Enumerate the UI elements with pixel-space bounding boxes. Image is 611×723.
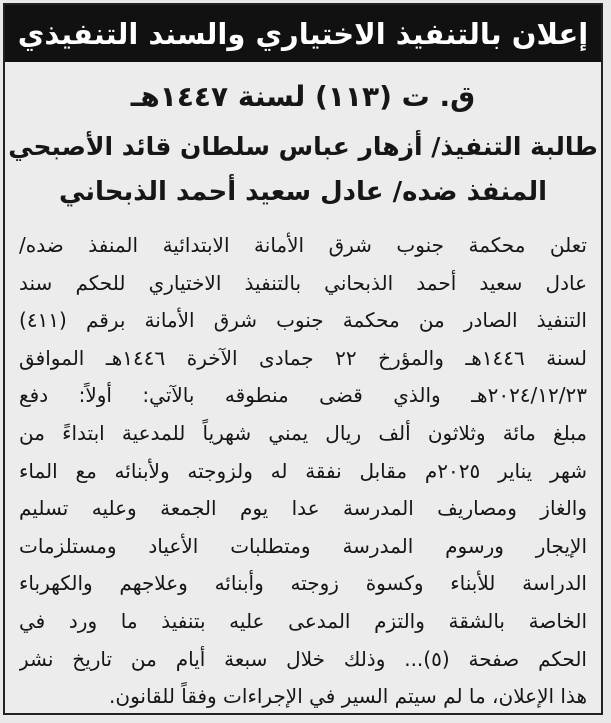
body-line: والغاز ومصاريف المدرسة عدا يوم الجمعة وعليه تسليم	[19, 496, 587, 521]
case-reference: ق. ت (١١٣) لسنة ١٤٤٧هـ	[130, 80, 476, 113]
body-line: الإيجار ورسوم المدرسة ومتطلبات الأعياد ومستلزمات	[19, 533, 587, 558]
body-line: هذا الإعلان، ما لم سيتم السير في الإجراءات وفقاً للقانون.	[109, 684, 587, 709]
body-line: شهر يناير ٢٠٢٥م مقابل نفقة له ولزوجته ولأبنائه مع الماء	[19, 458, 587, 483]
enforcement-applicant: طالبة التنفيذ/ أزهار عباس سلطان قائد الأصبحي	[8, 132, 598, 161]
body-line: تعلن محكمة جنوب شرق الأمانة الابتدائية المنفذ ضده/	[19, 233, 587, 257]
body-line: ٢٠٢٤/١٢/٢٣هـ والذي قضى منطوقه بالآتي: أولاً: دفع	[19, 383, 587, 408]
body-line: التنفيذ الصادر من محكمة جنوب شرق الأمانة برقم (٤١١)	[19, 308, 587, 333]
enforced-against: المنفذ ضده/ عادل سعيد أحمد الذبحاني	[58, 177, 548, 207]
body-line: الخاصة بالشقة والتزم المدعى عليه بتنفيذ ما ورد في	[19, 608, 587, 633]
notice-title: إعلان بالتنفيذ الاختياري والسند التنفيذي	[17, 16, 589, 51]
body-line: لسنة ١٤٤٦هـ والمؤرخ ٢٢ جمادى الآخرة ١٤٤٦هـ الموافق	[19, 345, 587, 370]
title-bar	[5, 5, 601, 62]
body-line: عادل سعيد أحمد الذبحاني بالتنفيذ الاختياري للحكم سند	[19, 270, 587, 295]
legal-notice	[3, 3, 603, 715]
notice-body	[19, 227, 587, 716]
body-line: مبلغ مائة وثلاثون ألف ريال يمني شهرياً للمدعية ابتداءً من	[19, 420, 587, 445]
body-line: الحكم صفحة (٥)... وذلك خلال سبعة أيام من تاريخ نشر	[19, 646, 587, 671]
body-line: الدراسة للأبناء وكسوة زوجته وأبنائه وعلاجهم والكهرباء	[19, 571, 587, 596]
